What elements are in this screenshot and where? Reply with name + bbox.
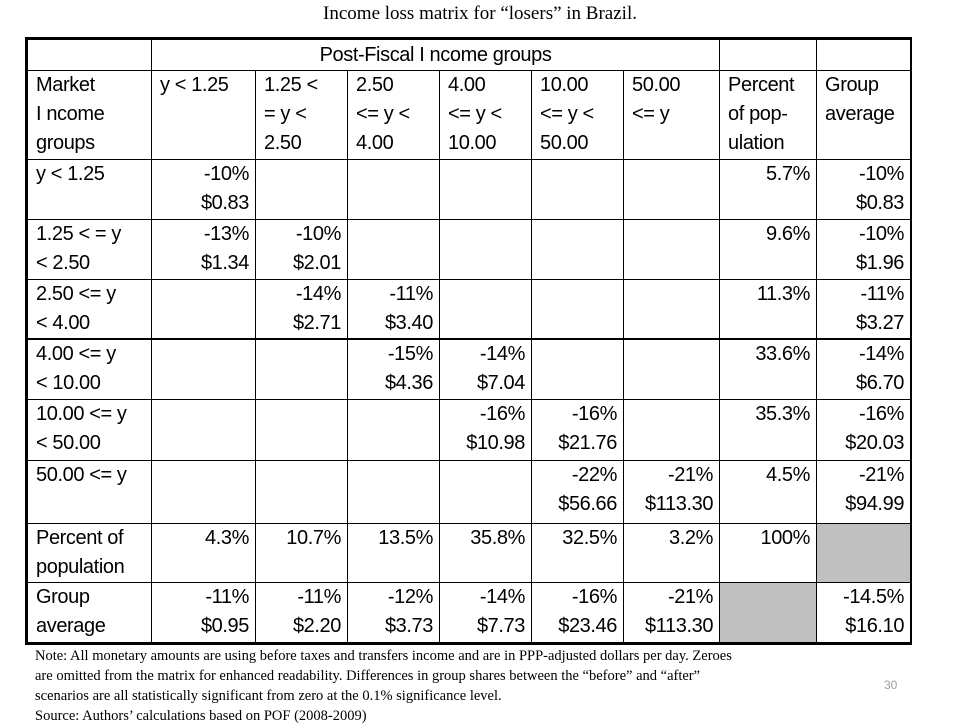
- column-header-text: <= y <: [540, 103, 594, 126]
- post-fiscal-groups-header: Post-Fiscal I ncome groups: [152, 40, 720, 71]
- blank-corner-cell: [28, 40, 152, 71]
- column-header-text: ulation: [728, 132, 785, 155]
- empty-cell: [256, 460, 348, 523]
- row-group-average-text: -21%: [858, 463, 905, 486]
- empty-cell: [348, 400, 440, 461]
- column-header-text: average: [825, 103, 895, 126]
- matrix-cell-text: -22%: [571, 463, 617, 486]
- matrix-row: [28, 219, 911, 279]
- page-number: 30: [884, 678, 898, 692]
- column-group-average-text: $23.46: [558, 615, 617, 638]
- row-label: [28, 339, 152, 400]
- matrix-cell-text: -14%: [479, 343, 525, 366]
- row-percent-of-population: 5.7%: [720, 160, 817, 220]
- matrix-cell-text: -16%: [571, 403, 617, 426]
- empty-cell: [440, 219, 532, 279]
- empty-cell: [152, 460, 256, 523]
- empty-cell: [256, 160, 348, 220]
- empty-cell: [256, 400, 348, 461]
- row-label-text: 2.50 <= y: [36, 282, 116, 305]
- empty-cell: [624, 339, 720, 400]
- source-line: Source: Authors’ calculations based on POF (2008-2009): [35, 708, 367, 724]
- matrix-cell-text: $10.98: [466, 432, 525, 455]
- column-group-average: [348, 583, 440, 643]
- column-header-text: <= y <: [356, 103, 410, 126]
- matrix-row: [28, 160, 911, 220]
- row-label-text: < 2.50: [36, 251, 90, 274]
- column-header: [817, 71, 911, 160]
- empty-cell: [152, 279, 256, 339]
- column-header: [348, 71, 440, 160]
- group-average-row: [28, 583, 911, 643]
- header-row-group: [28, 40, 911, 71]
- column-percent-of-population: 32.5%: [532, 523, 624, 583]
- empty-cell: [440, 460, 532, 523]
- blank-header-cell: [817, 40, 911, 71]
- matrix-cell: [256, 279, 348, 339]
- column-group-average: [440, 583, 532, 643]
- row-label-text: 50.00 <= y: [36, 463, 127, 486]
- row-label: [28, 219, 152, 279]
- empty-cell: [440, 160, 532, 220]
- column-percent-of-population: 3.2%: [624, 523, 720, 583]
- column-group-average-text: -16%: [571, 586, 617, 609]
- column-group-average-text: -21%: [667, 586, 714, 609]
- row-percent-of-population: 33.6%: [720, 339, 817, 400]
- column-group-average: [532, 583, 624, 643]
- column-header-text: 10.00: [448, 132, 497, 155]
- matrix-row: [28, 460, 911, 523]
- matrix-cell: [152, 219, 256, 279]
- shaded-cell: [720, 583, 817, 643]
- column-header-text: of pop-: [728, 103, 788, 126]
- column-header-text: 50.00: [632, 74, 681, 97]
- column-header: [256, 71, 348, 160]
- matrix-cell: [440, 339, 532, 400]
- matrix-cell-text: -15%: [387, 343, 433, 366]
- column-group-average-text: -11%: [297, 586, 341, 609]
- matrix-cell-text: -11%: [389, 282, 433, 305]
- column-percent-of-population: 4.3%: [152, 523, 256, 583]
- empty-cell: [348, 160, 440, 220]
- empty-cell: [532, 160, 624, 220]
- row-label-text: Group: [36, 586, 90, 609]
- matrix-cell: [532, 460, 624, 523]
- matrix-cell-text: $1.34: [200, 251, 249, 274]
- empty-cell: [624, 160, 720, 220]
- column-group-average-text: -12%: [387, 586, 433, 609]
- row-group-average-text: -10%: [858, 222, 905, 245]
- column-percent-of-population: 35.8%: [440, 523, 532, 583]
- column-header-text: Percent: [728, 74, 795, 97]
- market-income-groups-header-text: groups: [36, 132, 95, 155]
- row-label-text: 4.00 <= y: [36, 343, 116, 366]
- column-header: [440, 71, 532, 160]
- empty-cell: [532, 279, 624, 339]
- row-label-text: < 50.00: [36, 432, 101, 455]
- column-percent-of-population: 13.5%: [348, 523, 440, 583]
- row-label-text: < 10.00: [36, 372, 101, 395]
- column-header-text: 2.50: [264, 132, 302, 155]
- row-group-average: [817, 400, 911, 461]
- row-percent-of-population: 11.3%: [720, 279, 817, 339]
- column-header-text: 4.00: [448, 74, 486, 97]
- row-group-average-text: $1.96: [855, 251, 905, 274]
- empty-cell: [348, 460, 440, 523]
- matrix-cell: [440, 400, 532, 461]
- percent-of-population-row: [28, 523, 911, 583]
- row-group-average: [817, 460, 911, 523]
- column-header-text: <= y: [632, 103, 670, 126]
- matrix-cell-text: -10%: [295, 222, 341, 245]
- shaded-cell: [817, 523, 911, 583]
- overall-group-average-text: -14.5%: [843, 586, 905, 609]
- column-header-text: Group: [825, 74, 879, 97]
- empty-cell: [624, 400, 720, 461]
- empty-cell: [348, 219, 440, 279]
- column-group-average-text: $0.95: [200, 615, 249, 638]
- column-header-text: 50.00: [540, 132, 589, 155]
- column-header-text: 2.50: [356, 74, 394, 97]
- matrix-table: [27, 39, 911, 643]
- row-percent-of-population: 35.3%: [720, 400, 817, 461]
- blank-header-cell: [720, 40, 817, 71]
- matrix-cell-text: $2.71: [292, 311, 341, 334]
- matrix-cell: [624, 460, 720, 523]
- matrix-row: [28, 279, 911, 339]
- matrix-cell-text: $7.04: [476, 372, 525, 395]
- column-header-text: <= y <: [448, 103, 502, 126]
- empty-cell: [256, 339, 348, 400]
- column-group-average-text: $7.73: [476, 615, 525, 638]
- matrix-cell-text: -21%: [667, 463, 714, 486]
- row-group-average-text: $0.83: [855, 192, 905, 215]
- row-label-text: 1.25 < = y: [36, 222, 121, 245]
- matrix-row: [28, 400, 911, 461]
- row-group-average-text: -14%: [858, 343, 905, 366]
- matrix-cell-text: $113.30: [645, 492, 714, 515]
- matrix-cell-text: $56.66: [558, 492, 617, 515]
- matrix-cell-text: $3.40: [384, 311, 433, 334]
- column-group-average: [624, 583, 720, 643]
- column-group-average-text: $2.20: [292, 615, 341, 638]
- row-label: [28, 523, 152, 583]
- empty-cell: [152, 339, 256, 400]
- column-group-average-text: $3.73: [384, 615, 433, 638]
- row-label-text: 10.00 <= y: [36, 403, 127, 426]
- overall-group-average: [817, 583, 911, 643]
- matrix-cell-text: $4.36: [384, 372, 433, 395]
- note-line: are omitted from the matrix for enhanced readability. Differences in group shares between the “before” and “after”: [35, 668, 701, 684]
- matrix-cell: [152, 160, 256, 220]
- empty-cell: [440, 279, 532, 339]
- row-label: [28, 460, 152, 523]
- matrix-cell-text: $0.83: [200, 192, 249, 215]
- row-label-text: y < 1.25: [36, 163, 105, 186]
- empty-cell: [624, 279, 720, 339]
- matrix-cell-text: $21.76: [558, 432, 617, 455]
- market-income-groups-header-text: I ncome: [36, 103, 105, 126]
- column-header: [720, 71, 817, 160]
- column-group-average: [256, 583, 348, 643]
- note-line: scenarios are all statistically significant from zero at the 0.1% significance level.: [35, 688, 502, 704]
- column-header-text: y < 1.25: [160, 74, 229, 97]
- column-header-text: = y <: [264, 103, 307, 126]
- row-label: [28, 400, 152, 461]
- matrix-cell-text: -14%: [295, 282, 341, 305]
- market-income-groups-header-text: Market: [36, 74, 95, 97]
- slide-title: Income loss matrix for “losers” in Brazil.: [323, 3, 637, 24]
- overall-group-average-text: $16.10: [845, 615, 905, 638]
- row-percent-of-population: 4.5%: [720, 460, 817, 523]
- row-label-text: Percent of: [36, 526, 124, 549]
- column-percent-of-population: 10.7%: [256, 523, 348, 583]
- column-group-average-text: -14%: [479, 586, 525, 609]
- header-row-columns: [28, 71, 911, 160]
- column-percent-of-population: 100%: [720, 523, 817, 583]
- column-header: [624, 71, 720, 160]
- row-percent-of-population: 9.6%: [720, 219, 817, 279]
- empty-cell: [624, 219, 720, 279]
- footnote: [35, 646, 960, 726]
- row-label: [28, 160, 152, 220]
- column-header-text: 1.25 <: [264, 74, 318, 97]
- column-header-text: 10.00: [540, 74, 589, 97]
- empty-cell: [532, 339, 624, 400]
- income-loss-matrix: [25, 37, 912, 645]
- column-group-average-text: $113.30: [645, 615, 714, 638]
- row-group-average-text: $3.27: [855, 311, 905, 334]
- matrix-cell-text: -10%: [203, 163, 249, 186]
- row-group-average-text: $6.70: [855, 372, 905, 395]
- row-group-average-text: $20.03: [845, 432, 905, 455]
- row-label: [28, 583, 152, 643]
- empty-cell: [152, 400, 256, 461]
- row-group-average: [817, 219, 911, 279]
- market-income-groups-header: [28, 71, 152, 160]
- row-group-average: [817, 160, 911, 220]
- empty-cell: [532, 219, 624, 279]
- matrix-cell: [348, 339, 440, 400]
- row-group-average: [817, 339, 911, 400]
- row-group-average-text: -10%: [858, 163, 905, 186]
- matrix-cell-text: -16%: [479, 403, 525, 426]
- matrix-cell: [256, 219, 348, 279]
- row-group-average: [817, 279, 911, 339]
- column-header: [532, 71, 624, 160]
- note-line: Note: All monetary amounts are using before taxes and transfers income and are in PPP-adjusted dollars per day. Zeroes: [35, 648, 732, 664]
- column-header: [152, 71, 256, 160]
- column-group-average-text: -11%: [205, 586, 249, 609]
- row-group-average-text: $94.99: [845, 492, 905, 515]
- column-header-text: 4.00: [356, 132, 394, 155]
- row-group-average-text: -11%: [860, 282, 905, 305]
- matrix-cell: [348, 279, 440, 339]
- row-label: [28, 279, 152, 339]
- matrix-cell-text: $2.01: [292, 251, 341, 274]
- row-label-text: average: [36, 615, 106, 638]
- matrix-cell: [532, 400, 624, 461]
- column-group-average: [152, 583, 256, 643]
- row-group-average-text: -16%: [858, 403, 905, 426]
- row-label-text: population: [36, 555, 125, 578]
- matrix-row: [28, 339, 911, 400]
- matrix-cell-text: -13%: [203, 222, 249, 245]
- row-label-text: < 4.00: [36, 311, 90, 334]
